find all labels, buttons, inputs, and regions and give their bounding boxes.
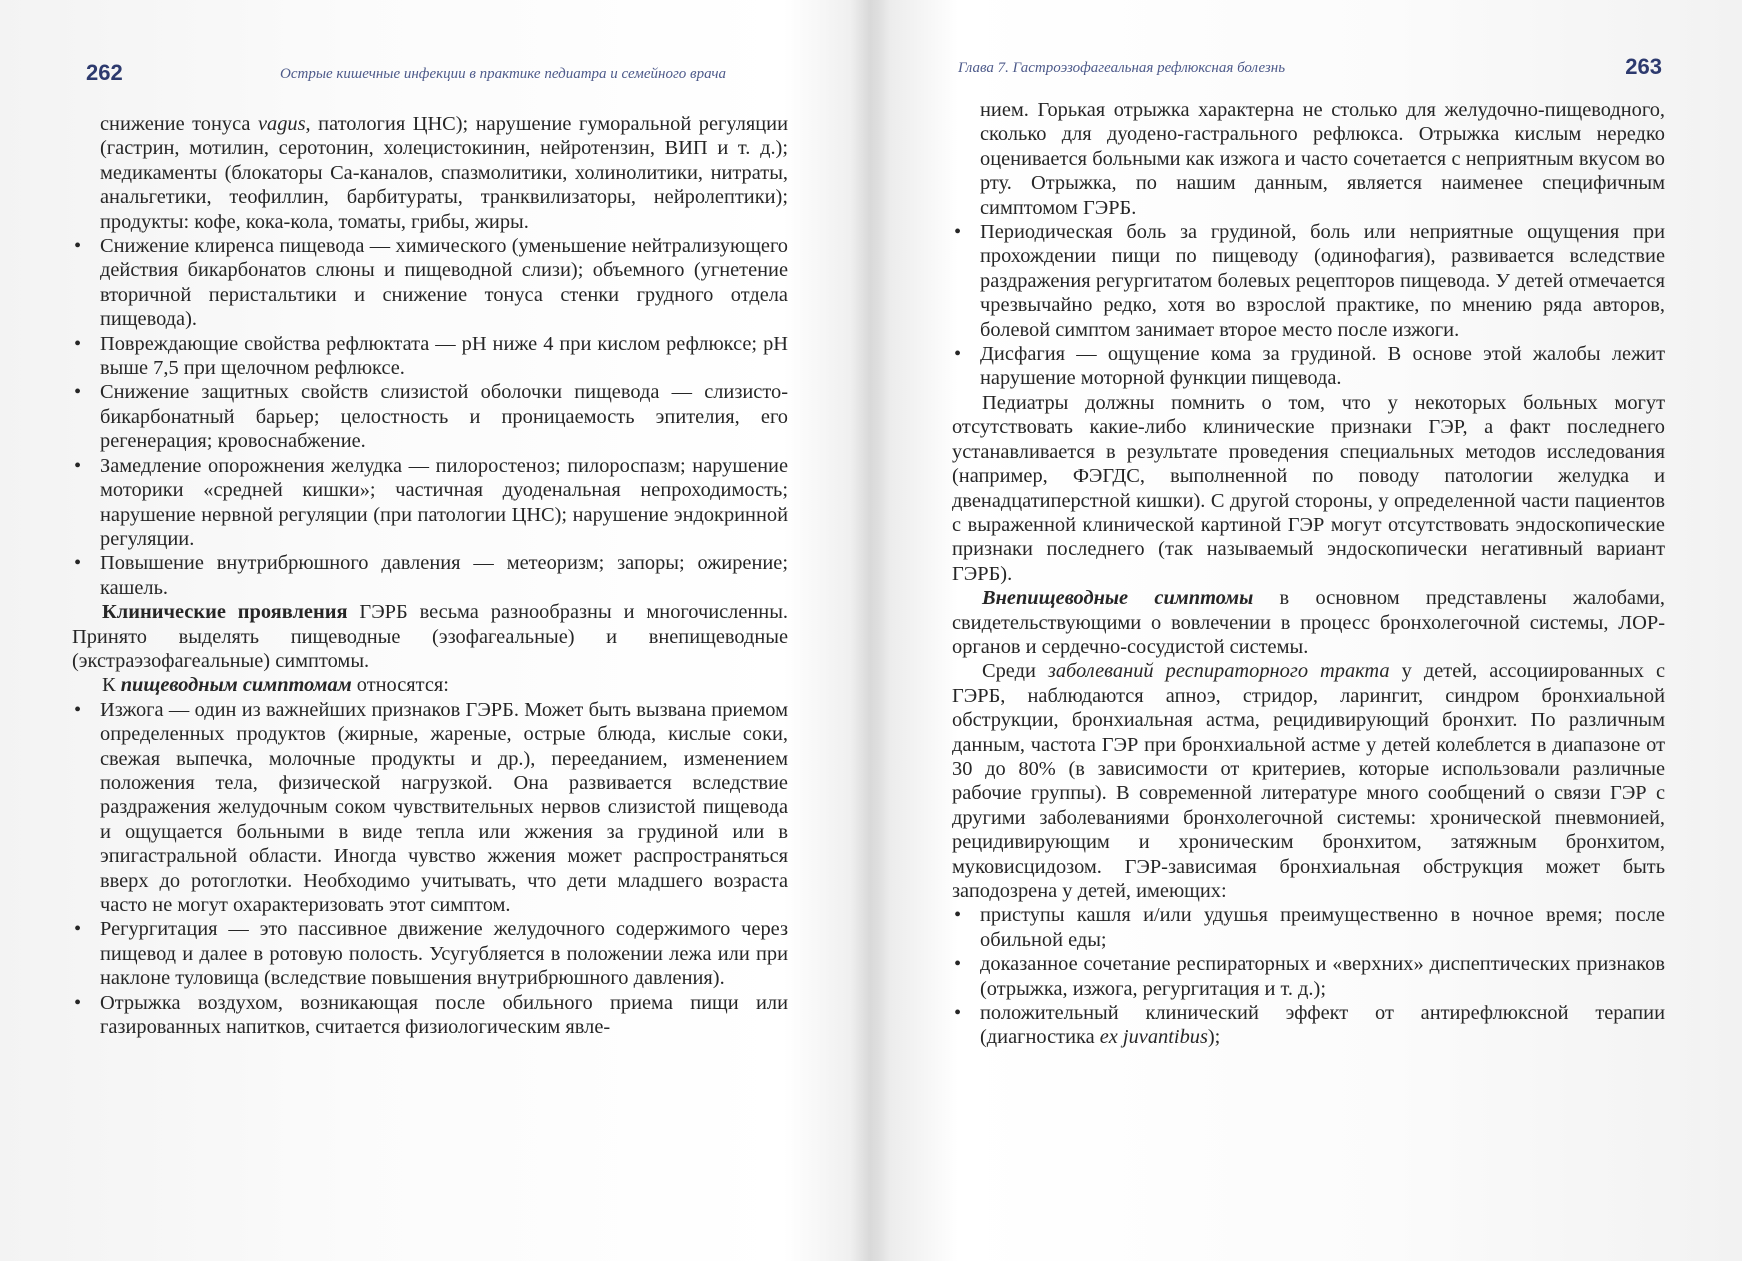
list-item: • Повышение внутрибрюшного давления — метеоризм; запоры; ожирение; кашель. bbox=[72, 551, 788, 600]
left-header bbox=[0, 60, 860, 92]
clinical-paragraph: Клинические проявления ГЭРБ весьма разнообразны и многочисленны. Принято выделять пищеводные (эзофагеальные) и внепищеводные (экстраэзофагеальные) симптомы. bbox=[72, 601, 789, 672]
right-body-text bbox=[952, 98, 1665, 1050]
continuation-paragraph: снижение тонуса vagus, патология ЦНС); нарушение гуморальной регуляции (гастрин, мотилин, серотонин, холецистокинин, нейротензин, ВИП и т. д.); медикаменты (блокаторы Са-каналов, спазмолитики, холинолитики, нитраты, анальгетики, теофиллин, барбитураты, транквилизаторы, нейролептики); продукты: кофе, кока-кола, томаты, грибы, жиры. bbox=[100, 113, 789, 233]
list-item: • Снижение защитных свойств слизистой оболочки пищевода — слизисто-бикарбонатный барьер; целостность и проницаемость эпителия, его регенерация; кровоснабжение. bbox=[72, 380, 788, 453]
left-running-title: Острые кишечные инфекции в практике педиатра и семейного врача bbox=[280, 66, 727, 82]
right-page bbox=[880, 0, 1742, 1261]
list-item: • Регургитация — это пассивное движение желудочного содержимого через пищевод и далее в ротовую полость. Усугубляется в положении лежа или при наклоне туловища (вследствие повышения внутрибрюшного давления). bbox=[72, 917, 788, 990]
right-page-number: 263 bbox=[1625, 54, 1662, 79]
list-item: • положительный клинический эффект от антирефлюксной терапии (диагностика ex juvantibus); bbox=[952, 1001, 1665, 1050]
list-item: • доказанное сочетание респираторных и «верхних» диспептических признаков (отрыжка, изжога, регургитация и т. д.); bbox=[952, 952, 1665, 1001]
esophageal-intro: К пищеводным симптомам относятся: bbox=[102, 674, 449, 697]
respiratory-paragraph: Среди заболеваний респираторного тракта у детей, ассоциированных с ГЭРБ, наблюдаются апноэ, стридор, ларингит, синдром бронхиальной обструкции, бронхиальная астма, рецидивирующий бронхит. По различным данным, частота ГЭР при бронхиальной астме у детей колеблется в диапазоне от 30 до 80% (в зависимости от критериев, которые использовали различные рабочие группы). В современной литературе много сообщений о связи ГЭР с другими заболеваниями бронхолегочной системы: хронической пневмонией, рецидивирующим и хроническим бронхитом, затяжным бронхитом, муковисцидозом. ГЭР-зависимая бронхиальная обструкция может быть заподозрена у детей, имеющих: bbox=[952, 660, 1665, 902]
list-item: • Дисфагия — ощущение кома за грудиной. В основе этой жалобы лежит нарушение моторной функции пищевода. bbox=[952, 342, 1665, 391]
list-item: • Изжога — один из важнейших признаков ГЭРБ. Может быть вызвана приемом определенных продуктов (жирные, жареные, острые блюда, кислые соки, свежая выпечка, молочные продукты и др.), перееданием, изменением положения тела, физической нагрузкой. Она развивается вследствие раздражения желудочным соком чувствительных нервов слизистой пищевода и ощущается больными в виде тепла или жжения за грудиной или в эпигастральной области. Иногда чувство жжения может распространяться вверх до ротоглотки. Необходимо учитывать, что дети младшего возраста часто не могут охарактеризовать этот симптом. bbox=[72, 698, 788, 918]
list-item: • Отрыжка воздухом, возникающая после обильного приема пищи или газированных напитков, считается физиологическим явле- bbox=[72, 991, 788, 1040]
list-item: • Периодическая боль за грудиной, боль или неприятные ощущения при прохождении пищи по пищеводу (одинофагия), развивается вследствие раздражения регургитатом болевых рецепторов пищевода. У детей отмечается чрезвычайно редко, хотя во взрослой практике, по мнению ряда авторов, болевой симптом занимает второе место после изжоги. bbox=[952, 220, 1665, 342]
list-item: • Снижение клиренса пищевода — химического (уменьшение нейтрализующего действия бикарбонатов слюны и пищеводной слизи); объемного (угнетение вторичной перистальтики и снижение тонуса стенки грудного отдела пищевода). bbox=[72, 234, 788, 332]
extraesophageal-paragraph: Внепищеводные симптомы в основном представлены жалобами, свидетельствующими о вовлечении в процесс бронхолегочной системы, ЛОР-органов и сердечно-сосудистой системы. bbox=[952, 587, 1665, 658]
left-body-text bbox=[72, 112, 789, 1039]
right-running-title: Глава 7. Гастроэзофагеальная рефлюксная болезнь bbox=[958, 60, 1286, 76]
left-page-number: 262 bbox=[86, 60, 123, 85]
left-page bbox=[0, 0, 860, 1261]
pediatricians-paragraph: Педиатры должны помнить о том, что у некоторых больных могут отсутствовать какие-либо клинические признаки ГЭР, а факт последнего устанавливается в результате проведения специальных методов исследования (например, ФЭГДС, выполненной по поводу патологии желудка и двенадцатиперстной кишки). С другой стороны, у определенной части пациентов с выраженной клинической картиной ГЭР могут отсутствовать эндоскопические признаки последнего (так называемый эндоскопически негативный вариант ГЭРБ). bbox=[952, 391, 1665, 585]
right-header bbox=[880, 54, 1742, 92]
symptom-bullet-list bbox=[952, 220, 1665, 391]
list-item: • приступы кашля и/или удушья преимущественно в ночное время; после обильной еды; bbox=[952, 903, 1665, 952]
criteria-bullet-list bbox=[952, 903, 1665, 1049]
factor-bullet-list bbox=[72, 234, 788, 600]
list-item: • Повреждающие свойства рефлюктата — pH ниже 4 при кислом рефлюксе; pH выше 7,5 при щелочном рефлюксе. bbox=[72, 332, 788, 381]
continuation-paragraph: нием. Горькая отрыжка характерна не столько для желудочно-пищеводного, сколько для дуодено-гастрального рефлюкса. Отрыжка кислым нередко оценивается больными как изжога и часто сочетается с неприятным вкусом во рту. Отрыжка, по нашим данным, является наименее специфичным симптомом ГЭРБ. bbox=[980, 99, 1665, 219]
list-item: • Замедление опорожнения желудка — пилоростеноз; пилороспазм; нарушение моторики «средней кишки»; частичная дуоденальная непроходимость; нарушение нервной регуляции (при патологии ЦНС); нарушение эндокринной регуляции. bbox=[72, 454, 788, 552]
symptom-bullet-list bbox=[72, 698, 788, 1040]
